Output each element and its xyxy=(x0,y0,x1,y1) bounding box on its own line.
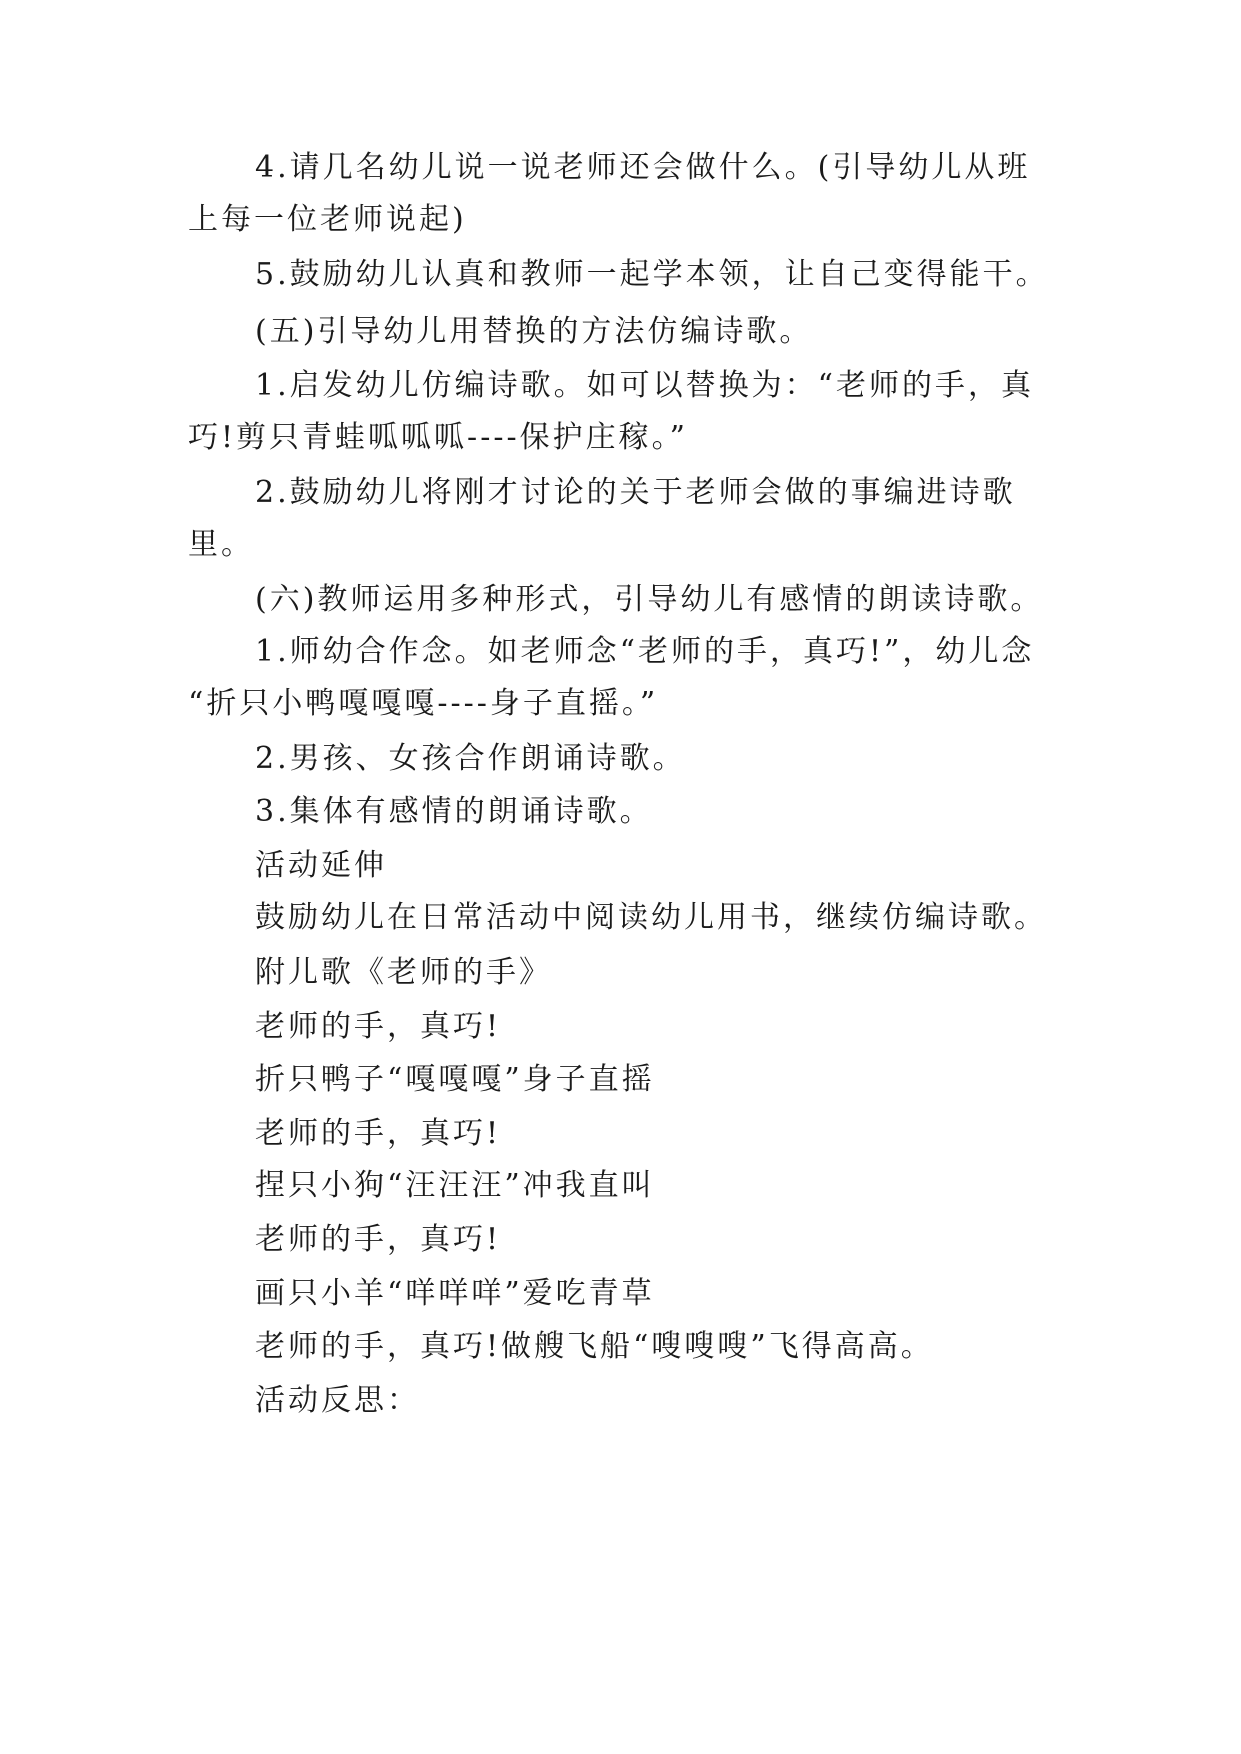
poem-line: 老师的手，真巧!做艘飞船“嗖嗖嗖”飞得高高。 xyxy=(255,1329,934,1364)
paragraph-line: 巧!剪只青蛙呱呱呱----保护庄稼。” xyxy=(188,420,688,455)
section-heading: 活动延伸 xyxy=(255,848,387,883)
paragraph-line: 1.启发幼儿仿编诗歌。如可以替换为：“老师的手，真 xyxy=(255,368,1034,403)
poem-line: 老师的手，真巧! xyxy=(255,1222,502,1257)
paragraph-line: 3.集体有感情的朗诵诗歌。 xyxy=(255,794,653,829)
paragraph-line: 上每一位老师说起) xyxy=(188,202,467,237)
paragraph-line: 5.鼓励幼儿认真和教师一起学本领，让自己变得能干。 xyxy=(255,257,1049,292)
paragraph-line: 1.师幼合作念。如老师念“老师的手，真巧!”，幼儿念 xyxy=(255,634,1035,669)
poem-line: 捏只小狗“汪汪汪”冲我直叫 xyxy=(255,1168,655,1203)
paragraph-line: 4.请几名幼儿说一说老师还会做什么。(引导幼儿从班 xyxy=(255,150,1031,185)
section-heading: (六)教师运用多种形式，引导幼儿有感情的朗读诗歌。 xyxy=(255,582,1044,617)
poem-line: 画只小羊“咩咩咩”爱吃青草 xyxy=(255,1276,655,1311)
poem-title: 附儿歌《老师的手》 xyxy=(255,955,552,990)
section-heading: (五)引导幼儿用替换的方法仿编诗歌。 xyxy=(255,314,813,349)
poem-line: 折只鸭子“嘎嘎嘎”身子直摇 xyxy=(255,1062,655,1097)
section-heading: 活动反思： xyxy=(255,1383,420,1418)
paragraph-line: 2.男孩、女孩合作朗诵诗歌。 xyxy=(255,741,686,776)
poem-line: 老师的手，真巧! xyxy=(255,1116,502,1151)
paragraph-line: “折只小鸭嘎嘎嘎----身子直摇。” xyxy=(188,686,659,721)
paragraph-line: 里。 xyxy=(188,527,254,562)
paragraph-line: 鼓励幼儿在日常活动中阅读幼儿用书，继续仿编诗歌。 xyxy=(255,900,1047,935)
paragraph-line: 2.鼓励幼儿将刚才讨论的关于老师会做的事编进诗歌 xyxy=(255,475,1016,510)
poem-line: 老师的手，真巧! xyxy=(255,1009,502,1044)
